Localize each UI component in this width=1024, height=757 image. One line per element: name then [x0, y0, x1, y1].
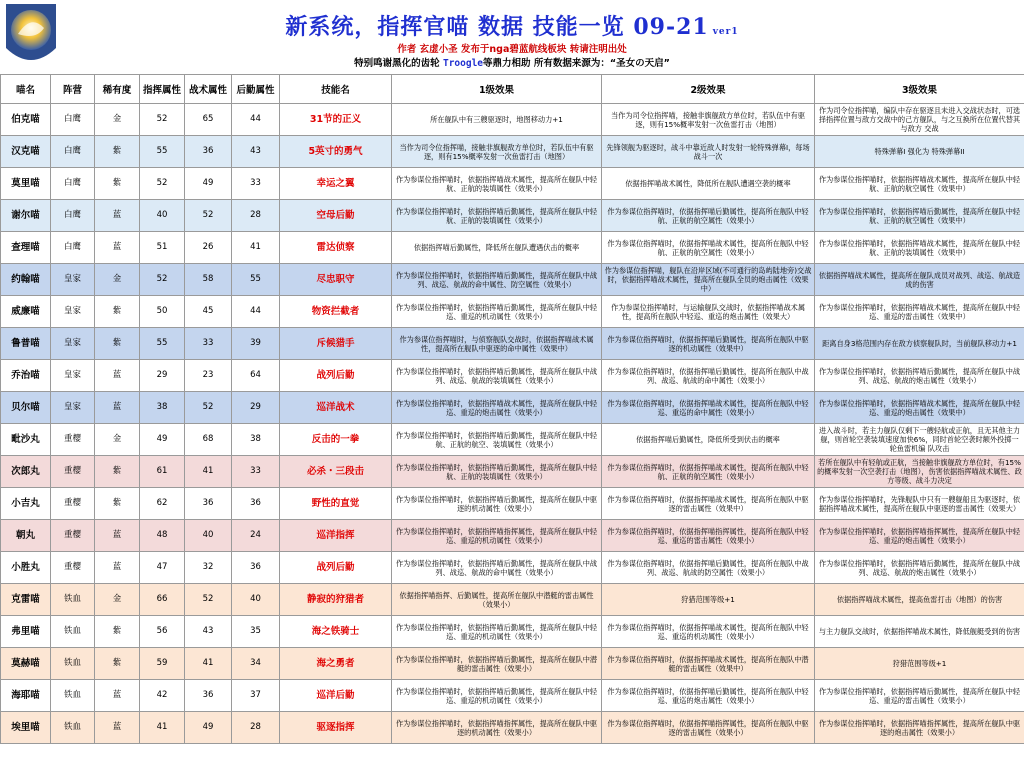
- source-pre: 特别鸣谢黑化的齿轮: [354, 58, 440, 69]
- rarity-cell: 金: [95, 264, 140, 296]
- logistics-stat-cell: 55: [232, 264, 280, 296]
- cat-name-cell: 汉克喵: [1, 136, 51, 168]
- table-row: [1, 392, 1024, 424]
- skill-name-cell: 巡洋战术: [280, 392, 392, 424]
- command-stat-cell: 61: [140, 456, 185, 488]
- cat-name-cell: 次郎丸: [1, 456, 51, 488]
- command-stat-cell: 52: [140, 168, 185, 200]
- rarity-cell: 蓝: [95, 520, 140, 552]
- skill-name-cell: 战列后勤: [280, 552, 392, 584]
- level1-effect-cell: 作为参谋位指挥喵时，依据指挥喵后勤属性，提高所在舰队中战列、战巡、航战的装填属性（效果小）: [392, 360, 602, 392]
- rarity-cell: 紫: [95, 328, 140, 360]
- rarity-cell: 金: [95, 584, 140, 616]
- faction-cell: 重樱: [51, 552, 95, 584]
- table-row: [1, 264, 1024, 296]
- rarity-cell: 紫: [95, 488, 140, 520]
- command-stat-cell: 56: [140, 616, 185, 648]
- table-row: [1, 104, 1024, 136]
- logistics-stat-cell: 37: [232, 680, 280, 712]
- skills-table: [0, 74, 1024, 744]
- faction-cell: 白鹰: [51, 232, 95, 264]
- tactics-stat-cell: 32: [185, 552, 232, 584]
- tactics-stat-cell: 49: [185, 712, 232, 744]
- rarity-cell: 紫: [95, 616, 140, 648]
- table-row: [1, 520, 1024, 552]
- level1-effect-cell: 作为参谋位指挥喵时，依据指挥喵后勤属性，提高所在舰队中轻巡、重巡的机动属性（效果小）: [392, 616, 602, 648]
- faction-cell: 重樱: [51, 456, 95, 488]
- level3-effect-cell: 作为参谋位指挥喵时，依据指挥喵指挥属性，提高所在舰队中轻巡、重巡的炮击属性（效果小）: [815, 520, 1024, 552]
- command-stat-cell: 52: [140, 104, 185, 136]
- level2-effect-cell: 作为参谋位指挥喵时，依据指挥喵后勤属性，提高所在舰队中驱逐的机动属性（效果中）: [602, 328, 815, 360]
- skill-name-cell: 31节的正义: [280, 104, 392, 136]
- tactics-stat-cell: 45: [185, 296, 232, 328]
- level3-effect-cell: 特殊弹幕I 强化为 特殊弹幕II: [815, 136, 1024, 168]
- level2-effect-cell: 作为参谋位指挥喵时，依据指挥喵战术属性，提高所在舰队中轻航、正航的航空属性（效果小）: [602, 232, 815, 264]
- level3-effect-cell: 作为参谋位指挥喵时，依据指挥喵后勤属性，提高所在舰队中轻巡、重巡的雷击属性（效果小）: [815, 680, 1024, 712]
- tactics-stat-cell: 36: [185, 488, 232, 520]
- level2-effect-cell: 依据指挥喵后勤属性，降低所受到伏击的概率: [602, 424, 815, 456]
- faction-cell: 皇家: [51, 360, 95, 392]
- cat-name-cell: 约翰喵: [1, 264, 51, 296]
- level1-effect-cell: 所在舰队中有三艘驱逐时，地图移动力+1: [392, 104, 602, 136]
- cat-name-cell: 朝丸: [1, 520, 51, 552]
- command-stat-cell: 52: [140, 264, 185, 296]
- rarity-cell: 金: [95, 424, 140, 456]
- level1-effect-cell: 作为参谋位指挥喵时，依据指挥喵后勤属性，提高所在舰队中驱逐的机动属性（效果小）: [392, 488, 602, 520]
- level1-effect-cell: 作为参谋位指挥喵时，依据指挥喵后勤属性，提高所在舰队中轻巡、重巡的机动属性（效果小）: [392, 680, 602, 712]
- level1-effect-cell: 作为参谋位指挥喵时，依据指挥喵后勤属性，提高所在舰队中战列、战巡、航战的命中属性、防空属性（效果小）: [392, 264, 602, 296]
- table-row: [1, 360, 1024, 392]
- skill-name-cell: 幸运之翼: [280, 168, 392, 200]
- cat-name-cell: 莫赫喵: [1, 648, 51, 680]
- level2-effect-cell: 作为参谋位指挥喵时，依据指挥喵战术属性，提高所在舰队中轻巡、重巡的机动属性（效果小）: [602, 616, 815, 648]
- level3-effect-cell: 狩猎范围等级+1: [815, 648, 1024, 680]
- faction-cell: 铁血: [51, 616, 95, 648]
- skill-name-cell: 斥候猎手: [280, 328, 392, 360]
- level1-effect-cell: 作为参谋位指挥喵时，与侦察舰队交战时，依据指挥喵战术属性，提高所在舰队中驱逐的命中属性（效果中）: [392, 328, 602, 360]
- level3-effect-cell: 距离自身3格范围内存在敌方侦察舰队时，当前舰队移动力+1: [815, 328, 1024, 360]
- source-post: 等鼎力相助 所有数据来源为：“圣女の天启”: [483, 58, 670, 69]
- column-header: 2级效果: [602, 75, 815, 104]
- tactics-stat-cell: 40: [185, 520, 232, 552]
- cat-name-cell: 弗里喵: [1, 616, 51, 648]
- header: [0, 0, 1024, 75]
- tactics-stat-cell: 43: [185, 616, 232, 648]
- level3-effect-cell: 作为参谋位指挥喵时，依据指挥喵战术属性，提高所在舰队中轻巡、重巡的雷击属性（效果中）: [815, 296, 1024, 328]
- level3-effect-cell: 作为参谋位指挥喵时，依据指挥喵指挥属性，提高所在舰队中驱逐的炮击属性（效果小）: [815, 712, 1024, 744]
- logistics-stat-cell: 33: [232, 456, 280, 488]
- skill-name-cell: 野性的直觉: [280, 488, 392, 520]
- source-name: Troogle: [442, 58, 484, 69]
- level3-effect-cell: 作为参谋位指挥喵时，先锋舰队中只有一艘舰船且为驱逐时，依据指挥喵战术属性，提高所在舰队中驱逐的雷击属性（效果大）: [815, 488, 1024, 520]
- logistics-stat-cell: 38: [232, 424, 280, 456]
- level2-effect-cell: 作为参谋位指挥喵时，依据指挥喵战术属性，提高所在舰队中轻航、正航的航空属性（效果小）: [602, 456, 815, 488]
- cat-name-cell: 伯克喵: [1, 104, 51, 136]
- level1-effect-cell: 作为参谋位指挥喵时，依据指挥喵战术属性，提高所在舰队中轻航、正航的装填属性（效果小）: [392, 168, 602, 200]
- cat-name-cell: 莫里喵: [1, 168, 51, 200]
- logistics-stat-cell: 33: [232, 168, 280, 200]
- rarity-cell: 蓝: [95, 232, 140, 264]
- level2-effect-cell: 作为参谋位指挥喵时，依据指挥喵指挥属性，提高所在舰队中驱逐的雷击属性（效果小）: [602, 712, 815, 744]
- tactics-stat-cell: 26: [185, 232, 232, 264]
- faction-cell: 皇家: [51, 328, 95, 360]
- logistics-stat-cell: 44: [232, 104, 280, 136]
- skill-name-cell: 尽忠职守: [280, 264, 392, 296]
- rarity-cell: 蓝: [95, 680, 140, 712]
- level2-effect-cell: 当作为司令位指挥喵，接触非旗舰敌方单位时，若队伍中有驱逐，则有15%概率发射一次鱼雷打击（地图）: [602, 104, 815, 136]
- page-title: [0, 10, 1024, 41]
- table-row: [1, 552, 1024, 584]
- column-header: 3级效果: [815, 75, 1024, 104]
- cat-name-cell: 鲁普喵: [1, 328, 51, 360]
- skill-name-cell: 5英寸的勇气: [280, 136, 392, 168]
- table-row: [1, 616, 1024, 648]
- level1-effect-cell: 作为参谋位指挥喵时，依据指挥喵后勤属性，提高所在舰队中轻航、正航的装填属性（效果小）: [392, 456, 602, 488]
- rarity-cell: 紫: [95, 296, 140, 328]
- skill-name-cell: 静寂的狩猎者: [280, 584, 392, 616]
- column-header: 阵营: [51, 75, 95, 104]
- table-row: [1, 488, 1024, 520]
- table-row: [1, 232, 1024, 264]
- cat-name-cell: 海耶喵: [1, 680, 51, 712]
- column-header: 后勤属性: [232, 75, 280, 104]
- table-row: [1, 136, 1024, 168]
- column-header: 稀有度: [95, 75, 140, 104]
- level3-effect-cell: 作为参谋位指挥喵时，依据指挥喵战术属性，提高所在舰队中轻巡、重巡的炮击属性（效果中）: [815, 392, 1024, 424]
- level2-effect-cell: 作为参谋位指挥喵时，依据指挥喵后勤属性，提高所在舰队中轻航、正航的航空属性（效果小）: [602, 200, 815, 232]
- level2-effect-cell: 作为参谋位指挥喵时，依据指挥喵后勤属性，提高所在舰队中战列、战巡、航战的防空属性（效果小）: [602, 552, 815, 584]
- command-stat-cell: 55: [140, 328, 185, 360]
- level3-effect-cell: 作为参谋位指挥喵时，依据指挥喵战术属性，提高所在舰队中轻航、正航的航空属性（效果中）: [815, 168, 1024, 200]
- rarity-cell: 蓝: [95, 552, 140, 584]
- tactics-stat-cell: 41: [185, 648, 232, 680]
- level2-effect-cell: 作为参谋位指挥喵时，依据指挥喵指挥属性，提高所在舰队中轻巡、重巡的雷击属性（效果小）: [602, 520, 815, 552]
- table-row: [1, 712, 1024, 744]
- level3-effect-cell: 若所在舰队中有轻航或正航，当接触非旗舰敌方单位时，有15%的概率发射一次空袭打击（地图），伤害依据指挥喵战术属性、政方等级、战斗力决定: [815, 456, 1024, 488]
- level2-effect-cell: 作为参谋位指挥喵时，依据指挥喵战术属性，提高所在舰队中潜艇的雷击属性（效果中）: [602, 648, 815, 680]
- rarity-cell: 金: [95, 104, 140, 136]
- cat-name-cell: 埃里喵: [1, 712, 51, 744]
- faction-cell: 白鹰: [51, 136, 95, 168]
- faction-cell: 铁血: [51, 712, 95, 744]
- tactics-stat-cell: 36: [185, 680, 232, 712]
- logistics-stat-cell: 40: [232, 584, 280, 616]
- author-credit: 作者 玄虚小圣 发布于nga碧蓝航线板块 转请注明出处: [397, 44, 627, 55]
- logistics-stat-cell: 34: [232, 648, 280, 680]
- faction-cell: 皇家: [51, 392, 95, 424]
- column-header: 1级效果: [392, 75, 602, 104]
- logistics-stat-cell: 24: [232, 520, 280, 552]
- tactics-stat-cell: 58: [185, 264, 232, 296]
- tactics-stat-cell: 33: [185, 328, 232, 360]
- skill-name-cell: 必杀・三段击: [280, 456, 392, 488]
- level3-effect-cell: 与主力舰队交战时，依据指挥喵战术属性，降低舰艇受到的伤害: [815, 616, 1024, 648]
- level3-effect-cell: 进入战斗时，若主力舰队仅剩下一艘轻航或正航，且无其他主力舰，则首轮空袭装填速度加快6%，同时首轮空袭时额外投掷一轮鱼雷机编 队攻击: [815, 424, 1024, 456]
- level3-effect-cell: 作为参谋位指挥喵时，依据指挥喵后勤属性，提高所在舰队中战列、战巡、航战的炮击属性（效果小）: [815, 552, 1024, 584]
- command-stat-cell: 29: [140, 360, 185, 392]
- level3-effect-cell: 依据指挥喵战术属性，提高鱼雷打击（地图）的伤害: [815, 584, 1024, 616]
- level1-effect-cell: 作为参谋位指挥喵时，依据指挥喵后勤属性，提高所在舰队中战列、战巡、航战的命中属性（效果小）: [392, 552, 602, 584]
- version-label: ver1: [712, 27, 739, 37]
- faction-cell: 白鹰: [51, 200, 95, 232]
- skill-name-cell: 战列后勤: [280, 360, 392, 392]
- level2-effect-cell: 作为参谋位指挥喵时，依据指挥喵后勤属性，提高所在舰队中战列、战巡、航战的命中属性（效果小）: [602, 360, 815, 392]
- level1-effect-cell: 作为参谋位指挥喵时，依据指挥喵指挥属性，提高所在舰队中轻巡、重巡的机动属性（效果小）: [392, 520, 602, 552]
- rarity-cell: 紫: [95, 456, 140, 488]
- logistics-stat-cell: 41: [232, 232, 280, 264]
- command-stat-cell: 62: [140, 488, 185, 520]
- cat-name-cell: 贝尔喵: [1, 392, 51, 424]
- rarity-cell: 紫: [95, 168, 140, 200]
- command-stat-cell: 59: [140, 648, 185, 680]
- level2-effect-cell: 作为参谋位指挥喵，舰队在沿岸区域(不可通行的岛屿陆地旁)交战时，依据指挥喵战术属性，提高所在舰队全员的炮击属性（效果中）: [602, 264, 815, 296]
- command-stat-cell: 48: [140, 520, 185, 552]
- logistics-stat-cell: 35: [232, 616, 280, 648]
- level1-effect-cell: 作为参谋位指挥喵时，依据指挥喵战术属性，提高所在舰队中轻巡、重巡的炮击属性（效果小）: [392, 392, 602, 424]
- level3-effect-cell: 作为参谋位指挥喵时，依据指挥喵后勤属性，提高所在舰队中轻航、正航的航空属性（效果中）: [815, 200, 1024, 232]
- level1-effect-cell: 作为参谋位指挥喵时，依据指挥喵后勤属性，提高所在舰队中轻航、正航的装填属性（效果小）: [392, 200, 602, 232]
- level2-effect-cell: 狩猎范围等级+1: [602, 584, 815, 616]
- tactics-stat-cell: 65: [185, 104, 232, 136]
- table-row: [1, 328, 1024, 360]
- faction-cell: 白鹰: [51, 168, 95, 200]
- skill-name-cell: 驱逐指挥: [280, 712, 392, 744]
- rarity-cell: 紫: [95, 136, 140, 168]
- rarity-cell: 蓝: [95, 360, 140, 392]
- rarity-cell: 蓝: [95, 712, 140, 744]
- level1-effect-cell: 作为参谋位指挥喵时，依据指挥喵后勤属性，提高所在舰队中轻巡、重巡的机动属性（效果小）: [392, 296, 602, 328]
- rarity-cell: 蓝: [95, 392, 140, 424]
- table-row: [1, 168, 1024, 200]
- logistics-stat-cell: 44: [232, 296, 280, 328]
- logistics-stat-cell: 36: [232, 552, 280, 584]
- cat-name-cell: 小胜丸: [1, 552, 51, 584]
- rarity-cell: 蓝: [95, 200, 140, 232]
- level2-effect-cell: 依据指挥喵战术属性，降低所在舰队遭遇空袭的概率: [602, 168, 815, 200]
- cat-name-cell: 毗沙丸: [1, 424, 51, 456]
- command-stat-cell: 38: [140, 392, 185, 424]
- tactics-stat-cell: 36: [185, 136, 232, 168]
- table-row: [1, 296, 1024, 328]
- command-stat-cell: 41: [140, 712, 185, 744]
- source-note: [0, 55, 1024, 69]
- level1-effect-cell: 作为参谋位指挥喵时，依据指挥喵后勤属性，提高所在舰队中潜艇的雷击属性（效果小）: [392, 648, 602, 680]
- level1-effect-cell: 依据指挥喵后勤属性，降低所在舰队遭遇伏击的概率: [392, 232, 602, 264]
- table-row: [1, 584, 1024, 616]
- table-row: [1, 424, 1024, 456]
- table-row: [1, 456, 1024, 488]
- logistics-stat-cell: 29: [232, 392, 280, 424]
- faction-cell: 重樱: [51, 424, 95, 456]
- faction-cell: 皇家: [51, 264, 95, 296]
- command-stat-cell: 47: [140, 552, 185, 584]
- level2-effect-cell: 作为参谋位指挥喵时，依据指挥喵战术属性，提高所在舰队中轻巡、重巡的命中属性（效果小）: [602, 392, 815, 424]
- tactics-stat-cell: 68: [185, 424, 232, 456]
- skill-name-cell: 巡洋指挥: [280, 520, 392, 552]
- tactics-stat-cell: 52: [185, 200, 232, 232]
- column-header: 技能名: [280, 75, 392, 104]
- logistics-stat-cell: 28: [232, 712, 280, 744]
- cat-name-cell: 查理喵: [1, 232, 51, 264]
- level3-effect-cell: 作为参谋位指挥喵时，依据指挥喵后勤属性，提高所在舰队中战列、战巡、航战的炮击属性（效果小）: [815, 360, 1024, 392]
- skill-name-cell: 物资拦截者: [280, 296, 392, 328]
- level3-effect-cell: 作为参谋位指挥喵时，依据指挥喵战术属性，提高所在舰队中轻航、正航的装填属性（效果中）: [815, 232, 1024, 264]
- command-stat-cell: 55: [140, 136, 185, 168]
- faction-cell: 铁血: [51, 648, 95, 680]
- tactics-stat-cell: 41: [185, 456, 232, 488]
- logistics-stat-cell: 28: [232, 200, 280, 232]
- table-header-row: [1, 75, 1024, 104]
- command-stat-cell: 49: [140, 424, 185, 456]
- skill-name-cell: 巡洋后勤: [280, 680, 392, 712]
- column-header: 指挥属性: [140, 75, 185, 104]
- command-stat-cell: 42: [140, 680, 185, 712]
- command-stat-cell: 51: [140, 232, 185, 264]
- skill-name-cell: 反击的一拳: [280, 424, 392, 456]
- cat-name-cell: 威廉喵: [1, 296, 51, 328]
- faction-cell: 重樱: [51, 488, 95, 520]
- table-row: [1, 680, 1024, 712]
- level2-effect-cell: 先锋领舰为驱逐时，战斗中靠近敌人时发射一轮特殊弹幕I，每场战斗一次: [602, 136, 815, 168]
- level1-effect-cell: 依据指挥喵指挥、后勤属性，提高所在舰队中潜艇的雷击属性（效果小）: [392, 584, 602, 616]
- faction-cell: 白鹰: [51, 104, 95, 136]
- level2-effect-cell: 作为参谋位指挥喵时，依据指挥喵后勤属性，提高所在舰队中轻巡、重巡的炮击属性（效果小）: [602, 680, 815, 712]
- level1-effect-cell: 当作为司令位指挥喵，接触非旗舰敌方单位时，若队伍中有驱逐，则有15%概率发射一次鱼雷打击（地图）: [392, 136, 602, 168]
- table-row: [1, 648, 1024, 680]
- level3-effect-cell: 依据指挥喵战术属性，提高所在舰队成员对战列、战巡、航战造成的伤害: [815, 264, 1024, 296]
- cat-name-cell: 克雷喵: [1, 584, 51, 616]
- level2-effect-cell: 作为参谋位指挥喵时，与运输舰队交战时，依据指挥喵战术属性，提高所在舰队中轻巡、重巡的炮击属性（效果大）: [602, 296, 815, 328]
- logistics-stat-cell: 36: [232, 488, 280, 520]
- logistics-stat-cell: 43: [232, 136, 280, 168]
- cat-name-cell: 乔治喵: [1, 360, 51, 392]
- tactics-stat-cell: 49: [185, 168, 232, 200]
- column-header: 喵名: [1, 75, 51, 104]
- command-stat-cell: 40: [140, 200, 185, 232]
- cat-name-cell: 小吉丸: [1, 488, 51, 520]
- level2-effect-cell: 作为参谋位指挥喵时，依据指挥喵战术属性，提高所在舰队中驱逐的雷击属性（效果中）: [602, 488, 815, 520]
- tactics-stat-cell: 52: [185, 392, 232, 424]
- skill-name-cell: 空母后勤: [280, 200, 392, 232]
- title-text: 新系统，指挥官喵 数据 技能一览 09-21: [285, 14, 709, 40]
- level1-effect-cell: 作为参谋位指挥喵时，依据指挥喵后勤属性，提高所在舰队中轻航、正航的航空、装填属性（效果小）: [392, 424, 602, 456]
- logistics-stat-cell: 64: [232, 360, 280, 392]
- skill-name-cell: 雷达侦察: [280, 232, 392, 264]
- faction-cell: 重樱: [51, 520, 95, 552]
- skill-name-cell: 海之勇者: [280, 648, 392, 680]
- cat-name-cell: 谢尔喵: [1, 200, 51, 232]
- table-row: [1, 200, 1024, 232]
- faction-cell: 铁血: [51, 584, 95, 616]
- tactics-stat-cell: 52: [185, 584, 232, 616]
- level3-effect-cell: 作为司令位指挥喵，编队中存在驱逐且未进入交战状态时，可选择指挥位置与敌方交战中的己方舰队，与之互换所在位置代替其与敌方 交战: [815, 104, 1024, 136]
- faction-cell: 铁血: [51, 680, 95, 712]
- logistics-stat-cell: 39: [232, 328, 280, 360]
- table-body: [1, 104, 1024, 744]
- command-stat-cell: 50: [140, 296, 185, 328]
- tactics-stat-cell: 23: [185, 360, 232, 392]
- column-header: 战术属性: [185, 75, 232, 104]
- faction-cell: 皇家: [51, 296, 95, 328]
- level1-effect-cell: 作为参谋位指挥喵时，依据指挥喵指挥属性，提高所在舰队中驱逐的机动属性（效果小）: [392, 712, 602, 744]
- skill-name-cell: 海之铁骑士: [280, 616, 392, 648]
- command-stat-cell: 66: [140, 584, 185, 616]
- rarity-cell: 紫: [95, 648, 140, 680]
